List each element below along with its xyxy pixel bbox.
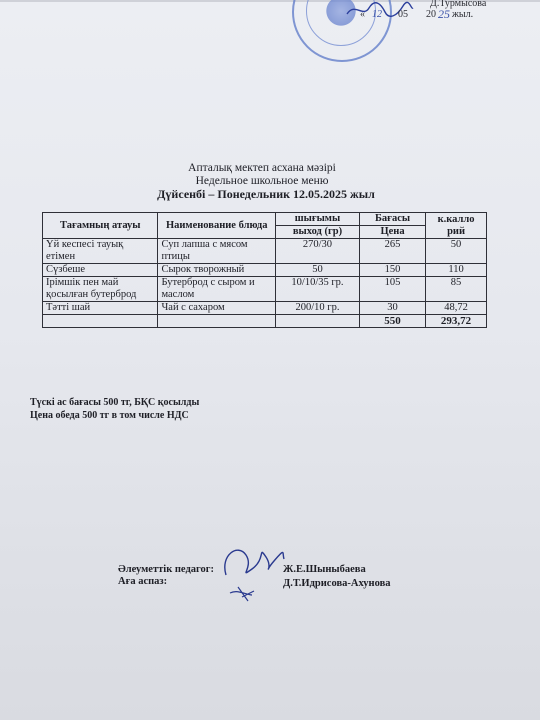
col-header-calories: к.калло рий — [426, 213, 487, 239]
cell-dish-ru: Сырок творожный — [158, 264, 276, 277]
table-row — [43, 302, 487, 315]
cell-dish-kz: Сүзбеше — [43, 264, 158, 277]
date-year-prefix: 20 — [426, 9, 436, 20]
cell-yield: 50 — [276, 264, 360, 277]
date-open-quote: « — [360, 9, 365, 20]
cell-calories: 48,72 — [426, 302, 487, 315]
col-header-dish-ru: Наименование блюда — [158, 213, 276, 239]
cell-price: 30 — [359, 302, 425, 315]
total-empty-2 — [158, 315, 276, 328]
date-year-suffix: жыл. — [452, 9, 474, 20]
cell-calories: 85 — [426, 277, 487, 302]
menu-table — [42, 212, 487, 328]
title-kz: Апталық мектеп асхана мәзірі — [188, 162, 336, 174]
approver-name: Д.Турмысова — [430, 0, 487, 9]
col-header-dish-kz: Тағамның атауы — [43, 213, 158, 239]
table-header-row — [43, 213, 487, 226]
col-header-price: Бағасы — [359, 213, 425, 226]
cell-dish-ru: Суп лапша с мясом птицы — [158, 239, 276, 264]
cell-calories: 50 — [426, 239, 487, 264]
total-calories: 293,72 — [426, 315, 487, 328]
cell-yield: 200/10 гр. — [276, 302, 360, 315]
price-note-ru: Цена обеда 500 тг в том числе НДС — [30, 410, 189, 421]
name-head-cook: Д.Т.Идрисова-Ахунова — [283, 578, 391, 589]
col-subheader-price: Цена — [359, 226, 425, 239]
role-social-pedagogue: Әлеуметтік педагог: — [118, 564, 215, 575]
table-row — [43, 277, 487, 302]
cell-yield: 10/10/35 гр. — [276, 277, 360, 302]
date-year-hand: 25 — [438, 7, 450, 21]
cell-price: 150 — [359, 264, 425, 277]
total-empty-3 — [276, 315, 360, 328]
cell-calories: 110 — [426, 264, 487, 277]
cell-dish-ru: Бутерброд с сыром и маслом — [158, 277, 276, 302]
cell-dish-ru: Чай с сахаром — [158, 302, 276, 315]
role-head-cook: Аға аспаз: — [118, 576, 168, 587]
title-ru: Недельное школьное меню — [195, 175, 329, 187]
name-social-pedagogue: Ж.Е.Шыныбаева — [283, 564, 366, 575]
cell-dish-kz: Тәтті шай — [43, 302, 158, 315]
date-month: 05 — [398, 9, 408, 20]
col-header-yield: шығымы — [276, 213, 360, 226]
price-note-kz: Түскі ас бағасы 500 тг, БҚС қосылды — [30, 397, 200, 408]
cell-price: 105 — [359, 277, 425, 302]
cell-yield: 270/30 — [276, 239, 360, 264]
total-price: 550 — [359, 315, 425, 328]
col-subheader-yield: выход (гр) — [276, 226, 360, 239]
date-day: 12 — [372, 9, 382, 20]
handwritten-signature — [218, 535, 288, 605]
menu-date-title: Дүйсенбі – Понедельник 12.05.2025 жыл — [157, 187, 375, 201]
total-empty-1 — [43, 315, 158, 328]
table-total-row — [43, 315, 487, 328]
approval-date — [360, 7, 474, 21]
table-row — [43, 239, 487, 264]
table-row — [43, 264, 487, 277]
cell-dish-kz: Үй кеспесі тауық етімен — [43, 239, 158, 264]
cell-price: 265 — [359, 239, 425, 264]
cell-dish-kz: Ірімшік пен май қосылған бутерброд — [43, 277, 158, 302]
